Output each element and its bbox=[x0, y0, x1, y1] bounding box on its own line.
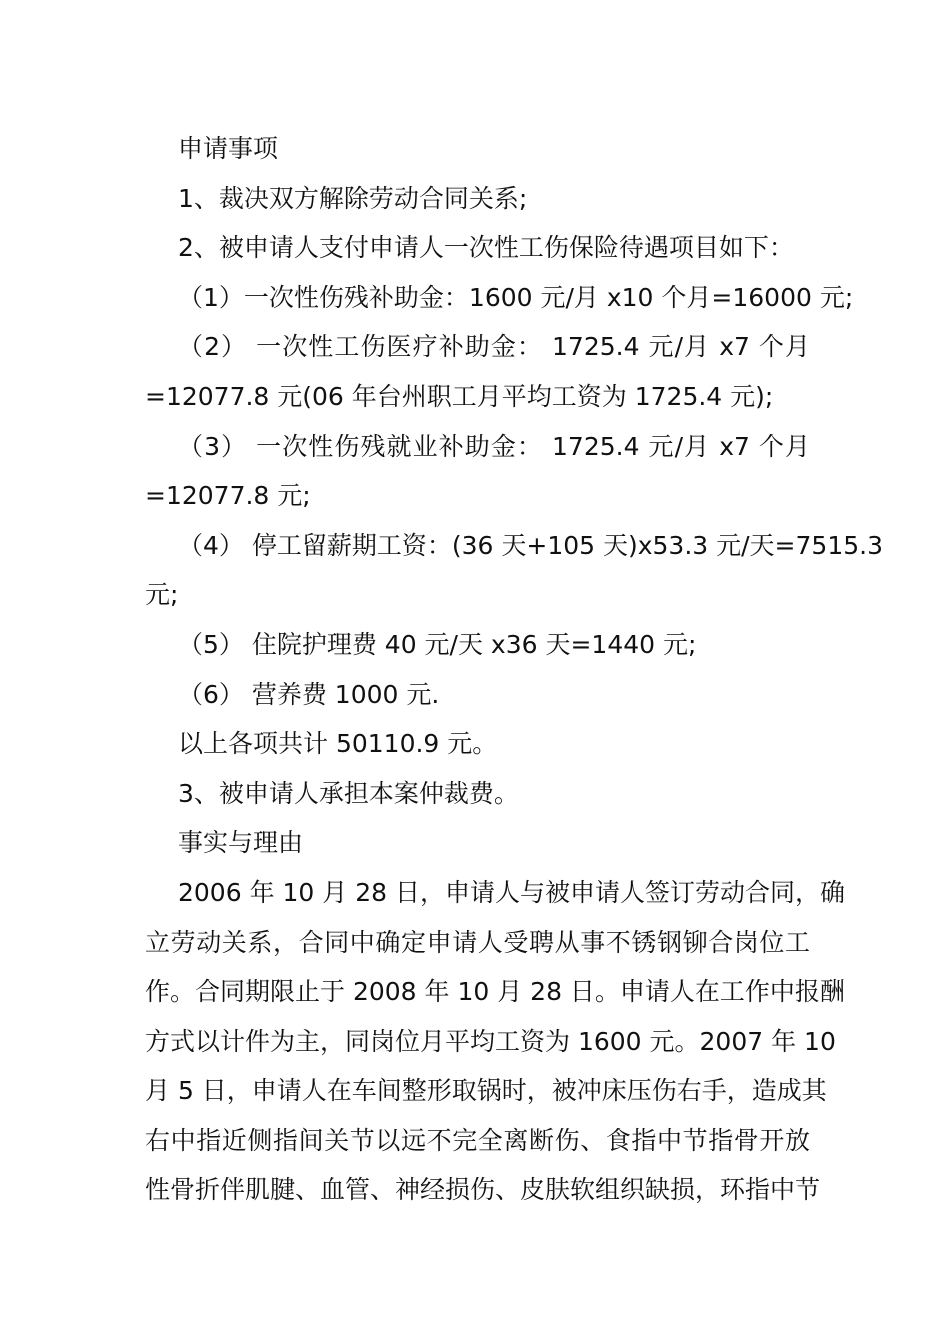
facts-paragraph-line-5: 月 5 日，申请人在车间整形取锅时，被冲床压伤右手，造成其 bbox=[145, 1076, 827, 1106]
facts-paragraph-line-1: 2006 年 10 月 28 日，申请人与被申请人签订劳动合同，确 bbox=[178, 877, 845, 907]
request-item-1: 1、裁决双方解除劳动合同关系; bbox=[178, 183, 528, 213]
compensation-item-3-line-2: =12077.8 元; bbox=[145, 481, 311, 511]
compensation-item-3-line-1: （3） 一次性伤残就业补助金： 1725.4 元/月 x7 个月 bbox=[178, 431, 810, 461]
compensation-item-1: （1）一次性伤残补助金：1600 元/月 x10 个月=16000 元; bbox=[178, 282, 854, 312]
facts-paragraph-line-6: 右中指近侧指间关节以远不完全离断伤、食指中节指骨开放 bbox=[145, 1125, 810, 1155]
compensation-item-4-line-2: 元; bbox=[145, 580, 179, 610]
section-heading-facts-and-reasons: 事实与理由 bbox=[178, 828, 304, 858]
facts-paragraph-line-4: 方式以计件为主，同岗位月平均工资为 1600 元。2007 年 10 bbox=[145, 1026, 836, 1056]
facts-paragraph-line-7: 性骨折伴肌腱、血管、神经损伤、皮肤软组织缺损，环指中节 bbox=[145, 1175, 821, 1205]
compensation-item-2-line-1: （2） 一次性工伤医疗补助金： 1725.4 元/月 x7 个月 bbox=[178, 332, 810, 362]
section-heading-application-items: 申请事项 bbox=[178, 134, 279, 163]
request-item-3: 3、被申请人承担本案仲裁费。 bbox=[178, 778, 519, 808]
compensation-item-4-line-1: （4） 停工留薪期工资：(36 天+105 天)x53.3 元/天=7515.3 bbox=[178, 530, 883, 560]
compensation-item-5: （5） 住院护理费 40 元/天 x36 天=1440 元; bbox=[178, 629, 697, 659]
request-item-2: 2、被申请人支付申请人一次性工伤保险待遇项目如下： bbox=[178, 233, 794, 263]
compensation-item-2-line-2: =12077.8 元(06 年台州职工月平均工资为 1725.4 元); bbox=[145, 381, 774, 411]
document-body bbox=[145, 124, 883, 1215]
facts-paragraph-line-2: 立劳动关系，合同中确定申请人受聘从事不锈钢铆合岗位工 bbox=[145, 927, 810, 957]
compensation-item-6: （6） 营养费 1000 元. bbox=[178, 679, 440, 709]
facts-paragraph-line-3: 作。合同期限止于 2008 年 10 月 28 日。申请人在工作中报酬 bbox=[145, 977, 845, 1007]
total-summary: 以上各项共计 50110.9 元。 bbox=[178, 729, 498, 759]
